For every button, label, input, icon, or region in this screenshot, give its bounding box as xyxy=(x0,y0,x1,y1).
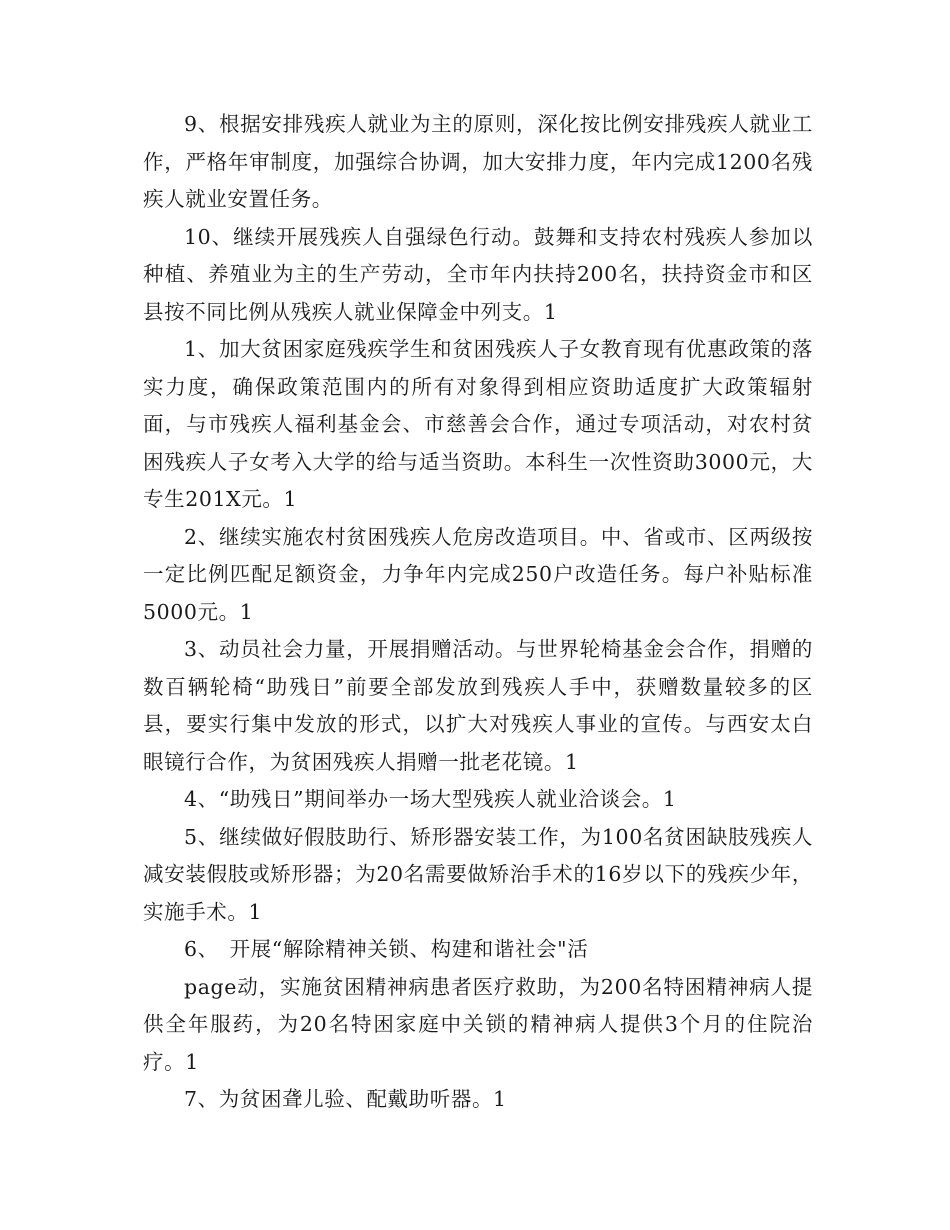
paragraph-prosthetics: 5、继续做好假肢助行、矫形器安装工作，为100名贫困缺肢残疾人减安装假肢或矫形器；为20名需要做矫治手术的16岁以下的残疾少年，实施手术。1 xyxy=(143,824,813,924)
paragraph-hearing-aids: 7、为贫困聋儿验、配戴助听器。1 xyxy=(184,1087,507,1111)
paragraph-mental-health-heading: 6、 开展“解除精神关锁、构建和谐社会"活 xyxy=(184,937,589,961)
paragraph-item-9: 9、根据安排残疾人就业为主的原则，深化按比例安排残疾人就业工作，严格年审制度，加强综合协调，加大安排力度，年内完成1200名残疾人就业安置任务。 xyxy=(143,112,813,211)
paragraph-donation-activity: 3、动员社会力量，开展捐赠活动。与世界轮椅基金会合作，捐赠的数百辆轮椅“助残日”前要全部发放到残疾人手中，获赠数量较多的区县，要实行集中发放的形式，以扩大对残疾人事业的宣传。与西安太白眼镜行合作，为贫困残疾人捐赠一批老花镜。1 xyxy=(143,637,813,774)
paragraph-item-10: 10、继续开展残疾人自强绿色行动。鼓舞和支持农村残疾人参加以种植、养殖业为主的生产劳动，全市年内扶持200名，扶持资金市和区县按不同比例从残疾人就业保障金中列支。1 xyxy=(143,224,813,324)
document-body xyxy=(143,106,813,1119)
paragraph-education-aid: 1、加大贫困家庭残疾学生和贫困残疾人子女教育现有优惠政策的落实力度，确保政策范围内的所有对象得到相应资助适度扩大政策辐射面，与市残疾人福利基金会、市慈善会合作，通过专项活动，对农村贫困残疾人子女考入大学的给与适当资助。本科生一次性资助3000元，大专生201X元。1 xyxy=(143,337,813,511)
paragraph-housing-renovation: 2、继续实施农村贫困残疾人危房改造项目。中、省或市、区两级按一定比例匹配足额资金，力争年内完成250户改造任务。每户补贴标准5000元。1 xyxy=(143,524,813,624)
paragraph-mental-health-aid: page动，实施贫困精神病患者医疗救助，为200名特困精神病人提供全年服药，为20名特困家庭中关锁的精神病人提供3个月的住院治疗。1 xyxy=(143,974,813,1074)
paragraph-job-fair: 4、“助残日”期间举办一场大型残疾人就业洽谈会。1 xyxy=(184,787,677,811)
